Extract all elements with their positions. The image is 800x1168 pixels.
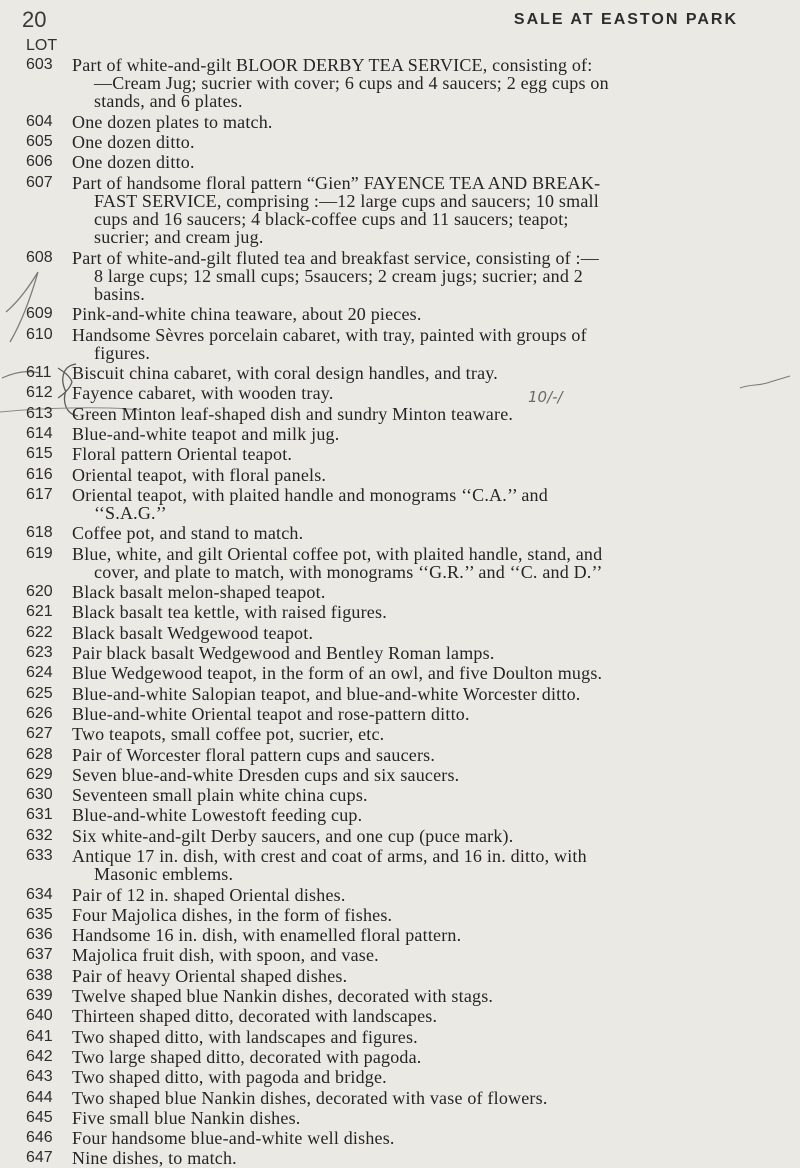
lot-description-line: Nine dishes, to match.	[72, 1148, 237, 1168]
pencil-brace-609-610	[58, 368, 72, 398]
lot-number: 614	[26, 424, 53, 442]
lot-description-continuation: —Cream Jug; sucrier with cover; 6 cups and 4 saucers; 2 egg cups on	[94, 73, 609, 93]
lot-description-line: Blue-and-white Lowestoft feeding cup.	[72, 805, 363, 826]
lot-number: 620	[26, 583, 53, 601]
lot-description	[72, 1149, 740, 1167]
lot-description-line: Blue Wedgewood teapot, in the form of an owl, and five Doulton mugs.	[72, 663, 603, 684]
lot-description-line: Black basalt melon-shaped teapot.	[72, 582, 326, 603]
lot-description-line: Blue-and-white Salopian teapot, and blue-and-white Worcester ditto.	[72, 683, 581, 704]
lot-description	[72, 174, 740, 246]
lot-description-line: Blue-and-white Oriental teapot and rose-pattern ditto.	[72, 703, 470, 724]
lot-description	[72, 746, 740, 764]
lot-number: 605	[26, 133, 53, 150]
lot-description-line: Handsome Sèvres porcelain cabaret, with tray, painted with groups of	[72, 324, 587, 345]
lot-description-continuation: basins.	[94, 283, 145, 304]
lot-description-continuation: cover, and plate to match, with monograms ‘‘G.R.’’ and ‘‘C. and D.’’	[94, 561, 603, 582]
lot-description	[72, 664, 740, 682]
lot-number: 627	[26, 725, 53, 743]
lot-description	[72, 545, 740, 581]
lot-number: 628	[26, 745, 53, 763]
lot-number: 634	[26, 885, 53, 903]
lot-description-line: Pair of 12 in. shaped Oriental dishes.	[72, 884, 346, 905]
lot-number: 618	[26, 524, 53, 542]
lot-number: 630	[26, 786, 53, 804]
lot-description-line: Green Minton leaf-shaped dish and sundry Minton teaware.	[72, 403, 514, 424]
lot-description	[72, 603, 740, 621]
lot-description	[72, 425, 740, 443]
lot-description-line: Black basalt Wedgewood teapot.	[72, 622, 314, 643]
lot-number: 617	[26, 485, 53, 503]
lot-description-line: Handsome 16 in. dish, with enamelled floral pattern.	[72, 925, 462, 946]
lot-description	[72, 766, 740, 784]
lot-description-line: Two shaped ditto, with pagoda and bridge.	[72, 1067, 387, 1088]
lot-description-line: Four Majolica dishes, in the form of fishes.	[72, 904, 393, 925]
lot-description-line: Five small blue Nankin dishes.	[72, 1107, 301, 1128]
lot-description-continuation: cups and 16 saucers; 4 black-coffee cups and 11 saucers; teapot;	[94, 208, 569, 229]
lot-description	[72, 906, 740, 924]
lot-description	[72, 1129, 740, 1147]
lot-description	[72, 705, 740, 723]
page-number: 20	[22, 7, 47, 32]
lot-description	[72, 725, 740, 743]
lot-description	[72, 886, 740, 904]
lot-number: 636	[26, 926, 53, 944]
lot-description	[72, 113, 740, 131]
lot-description	[72, 133, 740, 151]
lot-description	[72, 405, 740, 423]
lot-description	[72, 967, 740, 985]
lot-description-line: Two teapots, small coffee pot, sucrier, etc.	[72, 724, 385, 745]
lot-number: 645	[26, 1108, 53, 1126]
lot-description-line: Pair of Worcester floral pattern cups and saucers.	[72, 744, 436, 765]
lot-number: 647	[26, 1149, 53, 1167]
lot-number: 642	[26, 1047, 53, 1065]
lot-description-line: Part of handsome floral pattern “Gien” FAYENCE TEA AND BREAK-	[72, 172, 601, 193]
lot-number: 623	[26, 644, 53, 661]
lot-number: 641	[26, 1027, 53, 1045]
lot-number: 619	[26, 544, 53, 562]
lot-number: 643	[26, 1068, 53, 1086]
lot-description-line: Pair black basalt Wedgewood and Bentley Roman lamps.	[72, 643, 495, 663]
lot-description	[72, 1028, 740, 1046]
lot-description-line: Coffee pot, and stand to match.	[72, 523, 304, 544]
lot-description-line: Pair of heavy Oriental shaped dishes.	[72, 965, 348, 986]
lot-description	[72, 624, 740, 642]
lot-description-line: Two shaped blue Nankin dishes, decorated with vase of flowers.	[72, 1087, 548, 1108]
lot-number: 607	[26, 173, 53, 191]
lot-number: 622	[26, 623, 53, 641]
lot-number: 624	[26, 664, 53, 682]
lot-description-line: Black basalt tea kettle, with raised figures.	[72, 602, 387, 623]
lot-column-heading: LOT	[26, 37, 58, 54]
lot-description	[72, 364, 740, 382]
lot-description-line: One dozen ditto.	[72, 132, 195, 152]
lot-description	[72, 946, 740, 964]
lot-description-line: Four handsome blue-and-white well dishes.	[72, 1128, 395, 1149]
lot-description-line: Part of white-and-gilt BLOOR DERBY TEA SERVICE, consisting of:	[72, 55, 593, 75]
lot-description-continuation: ‘‘S.A.G.’’	[94, 502, 167, 523]
lot-description-line: One dozen plates to match.	[72, 111, 273, 132]
lot-number: 606	[26, 153, 53, 171]
lot-number: 608	[26, 248, 53, 266]
lot-number: 603	[26, 56, 53, 73]
lot-number: 637	[26, 946, 53, 964]
lot-description-continuation: FAST SERVICE, comprising :—12 large cups and saucers; 10 small	[94, 190, 599, 211]
lot-number: 633	[26, 847, 53, 864]
lot-number: 612	[26, 384, 53, 402]
lot-number: 631	[26, 806, 53, 824]
lot-description-line: Majolica fruit dish, with spoon, and vase.	[72, 945, 379, 966]
lot-description-line: Blue, white, and gilt Oriental coffee pot, with plaited handle, stand, and	[72, 543, 603, 564]
lot-description-line: Two shaped ditto, with landscapes and figures.	[72, 1026, 418, 1047]
lot-description-line: Antique 17 in. dish, with crest and coat of arms, and 16 in. ditto, with	[72, 846, 587, 866]
lot-description	[72, 786, 740, 804]
lot-description-line: Pink-and-white china teaware, about 20 pieces.	[72, 304, 422, 325]
lot-description	[72, 644, 740, 662]
pencil-squiggle-right	[740, 376, 790, 388]
lot-number: 616	[26, 465, 53, 483]
lot-description	[72, 445, 740, 463]
lot-description	[72, 466, 740, 484]
lot-number: 609	[26, 305, 53, 323]
lot-description	[72, 305, 740, 323]
lot-description-line: Two large shaped ditto, decorated with pagoda.	[72, 1046, 422, 1067]
lot-description	[72, 827, 740, 845]
lot-description	[72, 153, 740, 171]
lot-description-line: One dozen ditto.	[72, 152, 195, 173]
lot-description	[72, 326, 740, 362]
lot-number: 615	[26, 445, 53, 463]
lot-description-continuation: stands, and 6 plates.	[94, 91, 243, 111]
lot-number: 604	[26, 112, 53, 130]
lot-number: 644	[26, 1088, 53, 1106]
lot-number: 621	[26, 603, 53, 621]
lot-description-line: Seventeen small plain white china cups.	[72, 785, 368, 806]
lot-number: 635	[26, 905, 53, 923]
lot-description	[72, 486, 740, 522]
lot-description-line: Oriental teapot, with floral panels.	[72, 464, 327, 485]
lot-number: 610	[26, 325, 53, 343]
lot-description-continuation: figures.	[94, 342, 151, 363]
lot-number: 611	[26, 364, 52, 381]
lot-description-line: Part of white-and-gilt fluted tea and breakfast service, consisting of :—	[72, 247, 599, 268]
lot-description-line: Fayence cabaret, with wooden tray.	[72, 383, 334, 404]
lot-description	[72, 524, 740, 542]
lot-description-line: Seven blue-and-white Dresden cups and six saucers.	[72, 764, 460, 785]
running-title: SALE AT EASTON PARK	[513, 11, 738, 28]
lot-number: 639	[26, 987, 53, 1004]
lot-description	[72, 926, 740, 944]
lot-description	[72, 384, 740, 402]
lot-number: 646	[26, 1129, 53, 1147]
lot-description	[72, 249, 740, 303]
lot-description	[72, 1048, 740, 1066]
lot-description	[72, 847, 740, 883]
lot-number: 638	[26, 966, 53, 984]
lot-description	[72, 987, 740, 1005]
lot-description-continuation: 8 large cups; 12 small cups; 5saucers; 2 cream jugs; sucrier; and 2	[94, 265, 583, 286]
lot-number: 613	[26, 404, 53, 422]
lot-description-continuation: Masonic emblems.	[94, 864, 234, 884]
margin-price-note: 10/-/	[528, 388, 563, 406]
lot-description	[72, 1068, 740, 1086]
lot-description-line: Blue-and-white teapot and milk jug.	[72, 423, 340, 444]
lot-description	[72, 1007, 740, 1025]
lot-description	[72, 1109, 740, 1127]
lot-description-line: Floral pattern Oriental teapot.	[72, 444, 293, 465]
lot-description-continuation: sucrier; and cream jug.	[94, 226, 264, 247]
lot-description-line: Biscuit china cabaret, with coral design handles, and tray.	[72, 363, 498, 383]
lot-description	[72, 583, 740, 601]
lot-description-line: Six white-and-gilt Derby saucers, and one cup (puce mark).	[72, 825, 514, 846]
lot-number: 625	[26, 684, 53, 702]
lot-number: 640	[26, 1007, 53, 1025]
lot-description-line: Thirteen shaped ditto, decorated with landscapes.	[72, 1006, 438, 1027]
lot-description	[72, 1089, 740, 1107]
lot-description	[72, 685, 740, 703]
lot-description	[72, 56, 740, 110]
lot-number: 632	[26, 826, 53, 844]
lot-description-line: Twelve shaped blue Nankin dishes, decorated with stags.	[72, 986, 494, 1006]
lot-number: 629	[26, 765, 53, 783]
lot-description-line: Oriental teapot, with plaited handle and monograms ‘‘C.A.’’ and	[72, 484, 548, 505]
lot-number: 626	[26, 704, 53, 722]
lot-description	[72, 806, 740, 824]
